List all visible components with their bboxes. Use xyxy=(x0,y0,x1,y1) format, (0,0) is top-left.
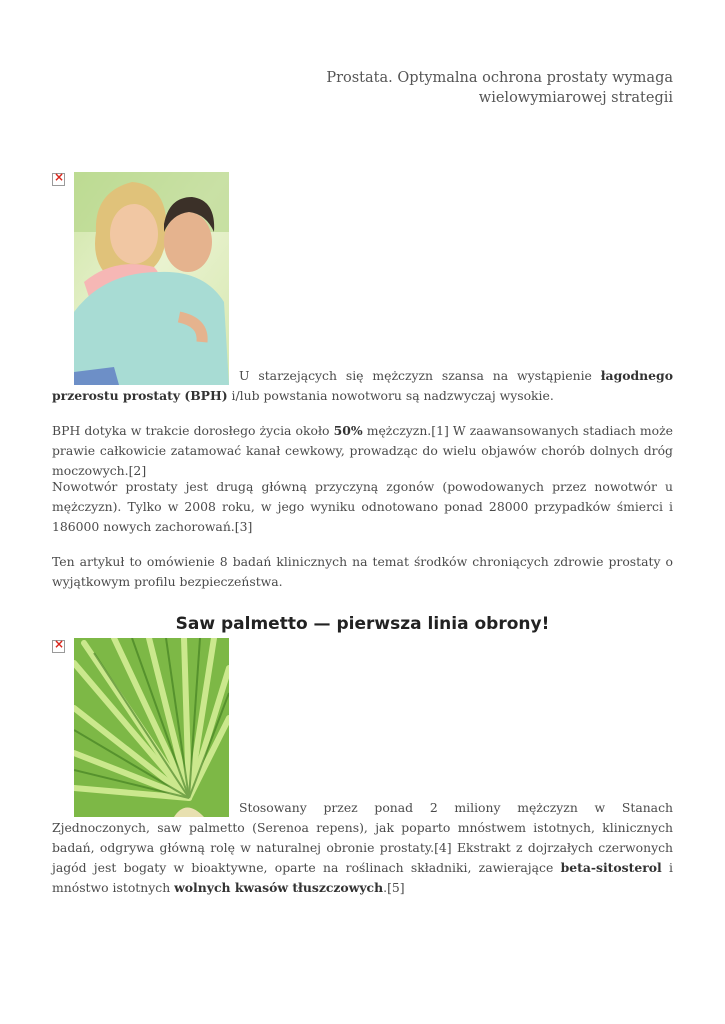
couple-photo xyxy=(74,172,229,385)
article-title: Prostata. Optymalna ochrona prostaty wymaga wielowymiarowej strategii xyxy=(326,70,673,106)
palm-leaf-photo xyxy=(74,638,229,817)
broken-image-icon xyxy=(52,173,65,186)
intro-paragraph-1: U starzejących się mężczyzn szansa na wystąpienie łagodnego przerostu prostaty (BPH) i/lub powstania nowotworu są nadzwyczaj wysokie. xyxy=(52,368,673,403)
intro-paragraph-4: Ten artykuł to omówienie 8 badań klinicznych na temat środków chroniących zdrowie prostaty o wyjątkowym profilu bezpieczeństwa. xyxy=(52,554,673,589)
section-heading: Saw palmetto — pierwsza linia obrony! xyxy=(175,614,550,634)
intro-paragraph-3: Nowotwór prostaty jest drugą główną przyczyną zgonów (powodowanych przez nowotwór u mężczyzn). Tylko w 2008 roku, w jego wyniku odnotowano ponad 28000 przypadków śmierci i 186000 nowych zachorowań.[3] xyxy=(52,479,673,534)
section-paragraph-1: Stosowany przez ponad 2 miliony mężczyzn w Stanach Zjednoczonych, saw palmetto (Serenoa repens), jak poparto mnóstwem istotnych, klinicznych badań, odgrywa główną rolę w naturalnej obronie prostaty.[4] Ekstrakt z dojrzałych czerwonych jagód jest bogaty w bioaktywne, oparte na roślinach składniki, zawierające beta-sitosterol i mnóstwo istotnych wolnych kwasów tłuszczowych.[5] xyxy=(52,800,673,895)
intro-paragraph-2: BPH dotyka w trakcie dorosłego życia około 50% mężczyzn.[1] W zaawansowanych stadiach może prawie całkowicie zatamować kanał cewkowy, prowadząc do wielu objawów chorób dolnych dróg moczowych.[2] xyxy=(52,423,673,478)
broken-image-icon xyxy=(52,640,65,653)
